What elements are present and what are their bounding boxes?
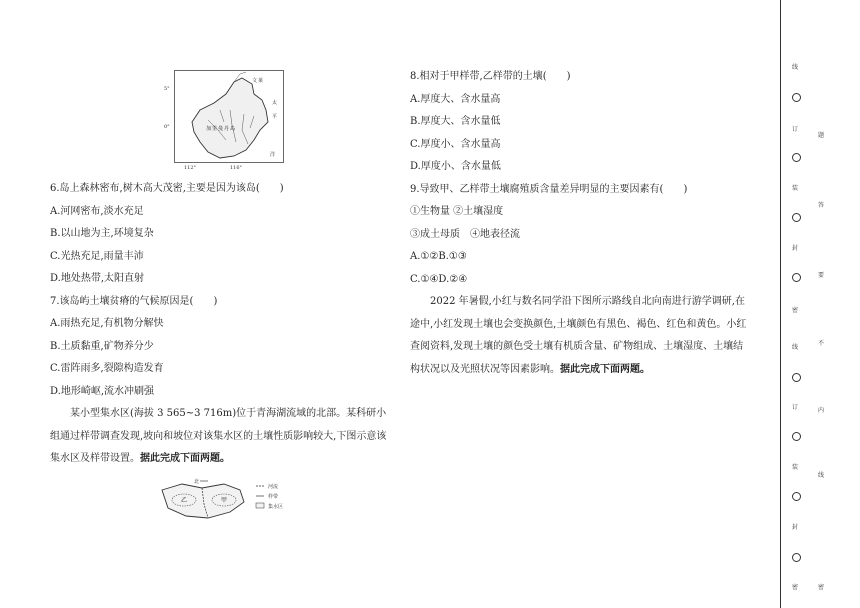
q6-option-b: B.以山地为主,环境复杂 (50, 228, 154, 239)
label-wen: 文 (252, 78, 258, 84)
binding-char: 要 (817, 272, 824, 279)
legend-catchment-symbol (256, 503, 264, 508)
q9-choices-1: ①生物量 ②土壤湿度 (410, 206, 504, 217)
q7-option-a: A.雨热充足,有机物分解快 (50, 318, 164, 329)
q6-option-a: A.河网密布,淡水充足 (50, 205, 144, 217)
q8-option-a: A.厚度大、含水量高 (410, 93, 501, 105)
q7-option-d: D.地形崎岖,流水冲刷强 (50, 385, 155, 397)
q9-options-2: C.①④D.②④ (410, 273, 468, 285)
binding-circle (792, 213, 801, 222)
label-dao: 岛 (230, 126, 236, 132)
q8-option-c: C.厚度小、含水量高 (410, 138, 501, 150)
binding-circle (792, 273, 801, 282)
binding-char: 题 (817, 132, 824, 139)
lat-label-5: 5° (164, 86, 170, 92)
passage-1-text: 某小型集水区(海拔 3 565~3 716m)位于青海湖流域的北部。某科研小组通过样带调查发现,坡向和坡位对该集水区的土壤性质影响较大,下图示意该集水区及样带设置。 (50, 408, 387, 464)
legend-catchment-label: 集水区 (268, 504, 284, 510)
label-lai: 莱 (258, 78, 264, 84)
lon-label-116: 116° (230, 165, 243, 171)
binding-char: 装 (791, 185, 798, 192)
binding-char: 线 (791, 64, 798, 71)
catchment-outline (162, 484, 244, 518)
binding-circle (792, 492, 801, 501)
binding-char: 封 (791, 245, 798, 252)
q7-stem: 7.该岛屿土壤贫瘠的气候原因是( ) (50, 295, 218, 307)
binding-char: 线 (817, 472, 824, 479)
binding-circle (792, 432, 801, 441)
label-li: 里 (212, 126, 218, 132)
passage-1 (50, 403, 395, 471)
label-yang: 洋 (270, 152, 276, 158)
label-ping: 平 (272, 114, 278, 120)
legend-transect-label: 样带 (268, 494, 279, 500)
binding-char: 内 (817, 407, 824, 414)
legend-river-label: 河流 (268, 484, 279, 490)
q8-option-b: B.厚度大、含水量低 (410, 116, 501, 127)
binding-circle (792, 153, 801, 162)
q8-option-d: D.厚度小、含水量低 (410, 161, 501, 172)
binding-char: 密 (791, 584, 798, 591)
passage-1-instruction: 据此完成下面两题。 (140, 453, 230, 464)
binding-char: 订 (791, 126, 798, 133)
binding-char: 封 (791, 524, 798, 531)
binding-circle (792, 553, 801, 562)
passage-2 (410, 291, 752, 381)
passage-2-text: 2022 年暑假,小红与数名同学沿下图所示路线自北向南进行游学调研,在途中,小红发现土壤也会变换颜色,土壤颜色有黑色、褐色、红色和黄色。小红查阅资料,发现土壤的颜色受土壤有机质含量、矿物组成、土壤湿度、土壤结构状况以及光照状况等因素影响。 (410, 296, 747, 375)
binding-char: 不 (817, 340, 824, 347)
binding-char: 装 (791, 464, 798, 471)
binding-char: 密 (791, 307, 798, 314)
binding-char: 线 (791, 344, 798, 351)
binding-margin (781, 0, 860, 608)
binding-circle (792, 373, 801, 382)
label-jia: 加 (206, 126, 212, 132)
binding-circle (792, 93, 801, 102)
q6-option-c: C.光热充足,雨量丰沛 (50, 250, 144, 262)
label-dan: 丹 (224, 126, 230, 132)
lon-label-112: 112° (184, 165, 197, 171)
catchment-map (158, 478, 293, 522)
passage-2-instruction: 据此完成下面两题。 (560, 363, 650, 375)
q8-stem: 8.相对于甲样带,乙样带的土壤( ) (410, 71, 571, 82)
binding-char: 密 (817, 584, 824, 591)
q9-choices-2: ③成土母质 ④地表径流 (410, 228, 520, 240)
q7-option-b: B.土质黏重,矿物养分少 (50, 340, 154, 352)
binding-char: 答 (817, 202, 824, 209)
q9-stem: 9.导致甲、乙样带土壤腐殖质含量差异明显的主要因素有( ) (410, 183, 688, 195)
north-label: 北 (194, 479, 200, 485)
q7-option-c: C.雷阵雨多,裂隙构造发育 (50, 363, 164, 374)
label-tai: 太 (272, 100, 278, 106)
q6-stem: 6.岛上森林密布,树木高大茂密,主要是因为该岛( ) (50, 183, 284, 194)
lat-label-0: 0° (164, 124, 170, 130)
zone-jia-label: 甲 (221, 497, 228, 504)
zone-yi-label: 乙 (181, 497, 188, 504)
q9-options-1: A.①②B.①③ (410, 251, 467, 262)
q6-option-d: D.地处热带,太阳直射 (50, 273, 145, 284)
label-man: 曼 (218, 126, 224, 132)
binding-char: 订 (791, 404, 798, 411)
island-map (164, 70, 284, 171)
